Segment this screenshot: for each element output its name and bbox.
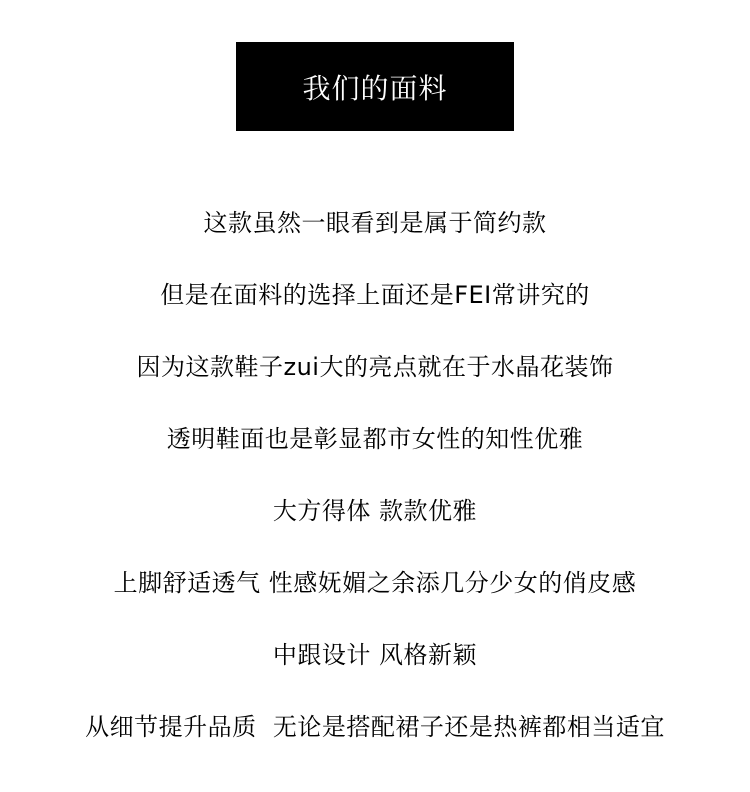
title-banner [236,42,514,131]
description-line-2: 但是在面料的选择上面还是FEI常讲究的 [160,281,590,309]
description-line-7: 中跟设计 风格新颖 [272,641,478,669]
page-title: 我们的面料 [302,71,448,105]
description-line-6: 上脚舒适透气 性感妩媚之余添几分少女的俏皮感 [113,569,637,597]
description-line-1: 这款虽然一眼看到是属于简约款 [203,209,547,237]
description-line-3: 因为这款鞋子zui大的亮点就在于水晶花装饰 [136,353,614,381]
description-line-4: 透明鞋面也是彰显都市女性的知性优雅 [166,425,584,453]
description-line-8: 从细节提升品质 无论是搭配裙子还是热裤都相当适宜 [85,713,665,741]
description-line-5: 大方得体 款款优雅 [272,497,478,525]
